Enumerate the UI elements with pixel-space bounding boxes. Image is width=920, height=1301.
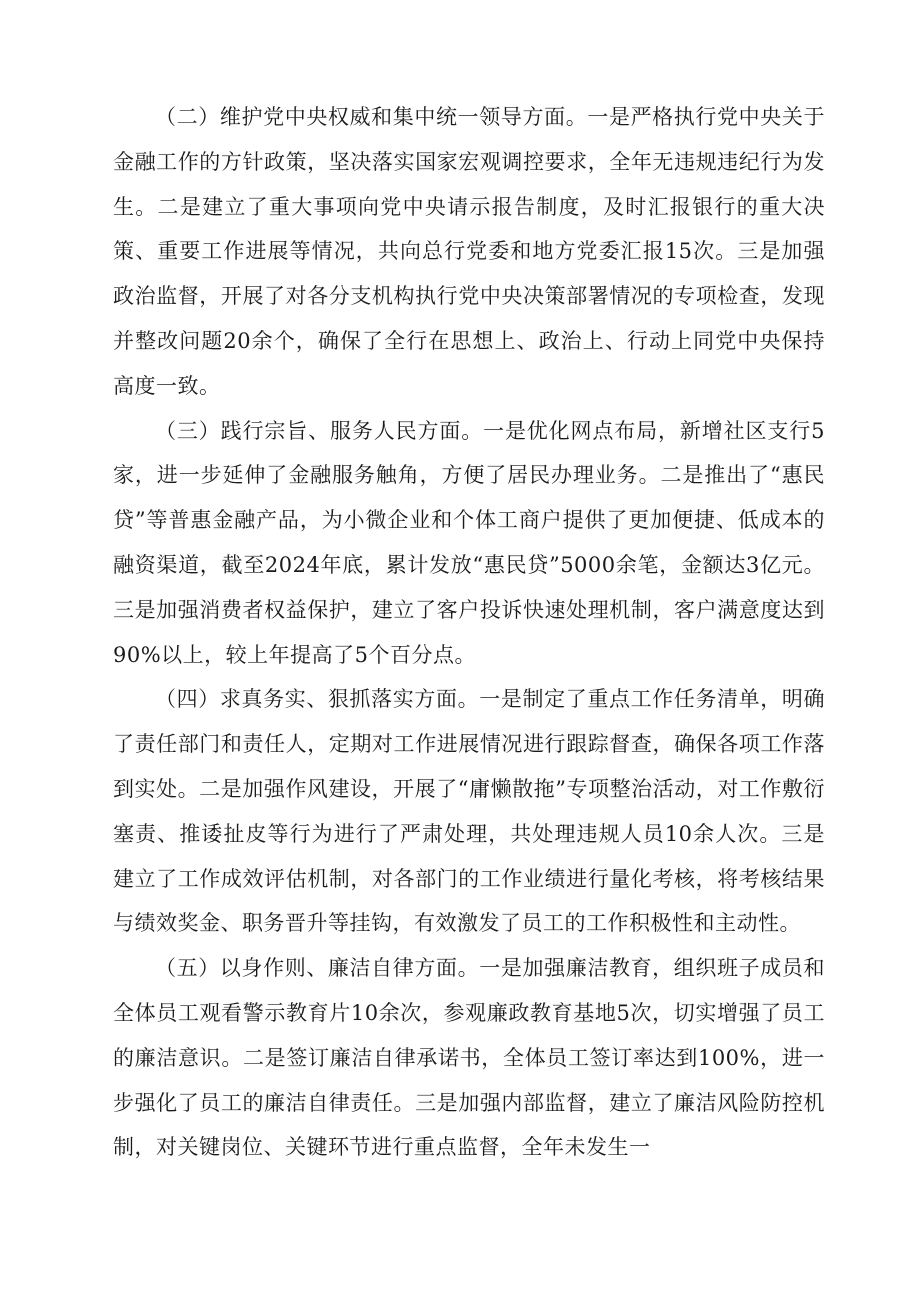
paragraph-section-3: （三）践行宗旨、服务人民方面。一是优化网点布局，新增社区支行5家，进一步延伸了金融服务触角，方便了居民办理业务。二是推出了“惠民贷”等普惠金融产品，为小微企业和个体工商户提供了更加便捷、低成本的融资渠道，截至2024年底，累计发放“惠民贷”5000余笔，金额达3亿元。三是加强消费者权益保护，建立了客户投诉快速处理机制，客户满意度达到90%以上，较上年提高了5个百分点。 xyxy=(113,418,825,667)
document-body xyxy=(113,95,825,1170)
paragraph-section-4: （四）求真务实、狠抓落实方面。一是制定了重点工作任务清单，明确了责任部门和责任人，定期对工作进展情况进行跟踪督查，确保各项工作落到实处。二是加强作风建设，开展了“庸懒散拖”专项整治活动，对工作敷衍塞责、推诿扯皮等行为进行了严肃处理，共处理违规人员10余人次。三是建立了工作成效评估机制，对各部门的工作业绩进行量化考核，将考核结果与绩效奖金、职务晋升等挂钩，有效激发了员工的工作积极性和主动性。 xyxy=(113,687,825,936)
paragraph-section-5: （五）以身作则、廉洁自律方面。一是加强廉洁教育，组织班子成员和全体员工观看警示教育片10余次，参观廉政教育基地5次，切实增强了员工的廉洁意识。二是签订廉洁自律承诺书，全体员工签订率达到100%，进一步强化了员工的廉洁自律责任。三是加强内部监督，建立了廉洁风险防控机制，对关键岗位、关键环节进行重点监督，全年未发生一 xyxy=(113,956,825,1160)
paragraph-section-2: （二）维护党中央权威和集中统一领导方面。一是严格执行党中央关于金融工作的方针政策，坚决落实国家宏观调控要求，全年无违规违纪行为发生。二是建立了重大事项向党中央请示报告制度，及时汇报银行的重大决策、重要工作进展等情况，共向总行党委和地方党委汇报15次。三是加强政治监督，开展了对各分支机构执行党中央决策部署情况的专项检查，发现并整改问题20余个，确保了全行在思想上、政治上、行动上同党中央保持高度一致。 xyxy=(113,105,825,398)
